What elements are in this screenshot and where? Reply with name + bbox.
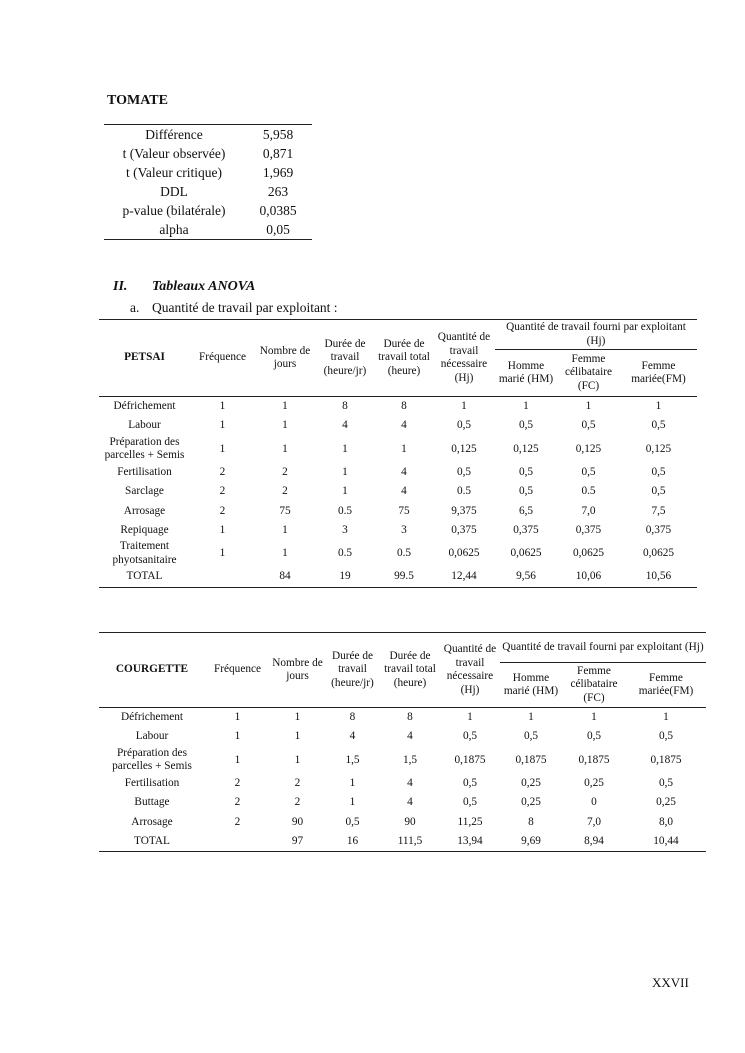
stat-label: Différence [145,127,203,142]
cell-value: 1 [591,710,597,723]
cell-value: 2 [219,485,226,498]
row-label: Arrosage [123,504,166,517]
cell-value: 1 [282,547,288,560]
cell-value: 0,5 [518,419,534,432]
cell-value: 0,125 [575,442,602,455]
table-row [99,774,706,793]
cell-value: 0,5 [518,485,534,498]
row-label: Défrichement [120,710,184,723]
cell-value: 8,94 [584,834,604,847]
cell-value: 8 [401,399,407,412]
cell-value: 1 [282,523,288,536]
cell-value: 0,5 [456,465,472,478]
row-label: Labour [135,730,169,743]
cell-value: 4 [401,419,407,432]
stat-value: 1,969 [262,165,294,180]
cell-value: 8,0 [658,815,674,828]
table-row [99,747,706,774]
header-fm: Femme mariée(FM) [638,671,694,697]
cell-value: 7,5 [651,504,666,517]
table-row [104,220,312,240]
cell-value: 1 [467,710,473,723]
cell-value: 0.5 [337,547,353,560]
cell-value: 8 [349,710,356,723]
cell-value: 8 [528,815,534,828]
cell-value: 3 [401,523,407,536]
cell-value: 4 [407,796,413,809]
header-group: Quantité de travail fourni par exploitant (Hj) [500,633,706,663]
cell-value: 11,25 [457,815,483,828]
cell-value: 1,5 [345,753,360,766]
cell-value: 1 [342,485,348,498]
cell-value: 2 [294,796,301,809]
cell-value: 0,1875 [578,753,610,766]
tomate-stats-table [104,124,312,240]
header-hm: Homme marié (HM) [498,359,554,385]
cell-value: 19 [339,570,351,583]
cell-value: 1 [219,419,226,432]
table-header [99,633,706,708]
cell-value: 4 [349,730,356,743]
cell-value: 1 [219,442,226,455]
cell-value: 0,5 [462,796,478,809]
cell-value: 0,125 [513,442,539,455]
cell-value: 1,5 [402,753,418,766]
cell-value: 0,25 [656,796,676,809]
cell-value: 1 [282,442,288,455]
cell-value: 0,25 [521,776,541,789]
row-label: Fertilisation [124,776,180,789]
cell-value: 3 [342,523,348,536]
cell-value: 10,06 [575,570,602,583]
cell-value: 0,0625 [510,547,542,560]
cell-value: 9,375 [451,504,477,517]
table-row [99,793,706,812]
cell-value: 4 [401,485,407,498]
table-row [104,201,312,220]
header-fc: Femme célibataire (FC) [570,664,618,704]
stat-label: alpha [159,222,189,237]
stat-label: t (Valeur observée) [122,146,226,161]
header-hm: Homme marié (HM) [503,671,559,697]
cell-value: 0.5 [581,485,596,498]
table-row [104,163,312,182]
cell-value: 1 [585,399,592,412]
cell-value: 0,5 [456,419,472,432]
header-frequence: Fréquence [213,663,262,676]
cell-value: 0,1875 [454,753,486,766]
cell-value: 0,5 [658,776,674,789]
cell-value: 0,25 [521,796,541,809]
cell-value: 10,44 [653,834,679,847]
cell-value: 0,0625 [642,547,675,560]
table-row [99,397,697,417]
petsai-table [99,319,697,588]
table-row [99,813,706,832]
cell-value: 1 [461,399,467,412]
cell-value: 99.5 [394,570,414,583]
cell-value: 0.5 [456,485,472,498]
table-row [99,832,706,852]
cell-value: 0,5 [581,465,596,478]
cell-value [190,567,255,587]
cell-value: 0,5 [462,776,478,789]
header-row [99,320,697,350]
row-label: Repiquage [120,523,169,536]
table-title: COURGETTE [115,663,189,676]
row-label: TOTAL [134,834,170,847]
cell-value: 8 [407,710,413,723]
cell-value: 1 [282,399,288,412]
row-label: Préparation des parcelles + Semis [104,435,185,462]
cell-value: 1 [234,753,241,766]
cell-value: 2 [234,776,241,789]
cell-value: 1 [342,442,348,455]
cell-value: 1 [234,710,241,723]
cell-value: 2 [294,776,301,789]
header-quantite: Quantité de travail nécessaire (Hj) [437,331,491,384]
row-label: Traitement phyotsanitaire [112,540,177,566]
cell-value: 0,5 [345,815,360,828]
stat-label: DDL [160,184,188,199]
cell-value: 0,1875 [515,753,547,766]
cell-value: 1 [663,710,669,723]
cell-value: 4 [342,419,348,432]
cell-value: 2 [219,465,226,478]
cell-value: 1 [294,730,301,743]
row-label: Défrichement [113,399,176,412]
cell-value: 1 [349,796,356,809]
cell-value: 2 [282,485,288,498]
cell-value: 6,5 [518,504,534,517]
cell-value: 0,5 [523,730,539,743]
cell-value: 0,1875 [650,753,682,766]
cell-value: 0,5 [518,465,534,478]
header-fc: Femme célibataire (FC) [564,352,613,392]
cell-value: 0.5 [337,504,353,517]
header-duree: Durée de travail (heure/jr) [331,649,374,689]
cell-value: 1 [234,730,241,743]
cell-value: 1 [219,547,226,560]
table-row [99,708,706,728]
cell-value: 0,5 [462,730,478,743]
table-row [104,125,312,145]
cell-value: 1 [523,399,529,412]
table-row [104,144,312,163]
cell-value: 0,0625 [448,547,480,560]
table-row [104,182,312,201]
table-row [99,567,697,587]
table-row [99,540,697,567]
cell-value: 4 [407,776,413,789]
table-row [99,482,697,501]
cell-value: 1 [294,710,301,723]
row-label: Buttage [134,796,170,809]
header-fm: Femme mariée(FM) [631,359,686,385]
cell-value: 0,5 [586,730,602,743]
cell-value: 9,56 [516,570,536,583]
cell-value: 0,5 [658,730,674,743]
header-duree: Durée de travail (heure/jr) [323,337,367,377]
cell-value: 1 [401,442,407,455]
cell-value: 2 [219,504,226,517]
cell-value: 9,69 [521,834,541,847]
cell-value: 0,125 [645,442,672,455]
stat-value: 5,958 [262,127,294,142]
cell-value: 2 [234,796,241,809]
row-label: Labour [128,419,161,432]
header-group: Quantité de travail fourni par exploitant (Hj) [495,320,697,350]
cell-value: 0,25 [584,776,604,789]
cell-value: 1 [219,523,226,536]
table-row [99,502,697,521]
cell-value: 1 [349,776,356,789]
cell-value [205,832,270,852]
header-row [99,633,706,663]
subsection-letter: a. [130,300,140,315]
cell-value: 0,5 [651,419,666,432]
table-title: PETSAI [124,351,165,364]
cell-value: 13,94 [457,834,483,847]
cell-value: 7,0 [586,815,602,828]
stat-value: 0,0385 [259,203,297,218]
table-row [99,727,706,746]
cell-value: 90 [291,815,304,828]
table-header [99,320,697,397]
cell-value: 84 [279,570,291,583]
courgette-table [99,632,706,852]
stat-label: p-value (bilatérale) [122,203,226,218]
subsection-title: Quantité de travail par exploitant : [152,300,338,315]
cell-value: 0,125 [451,442,477,455]
cell-value: 10,56 [645,570,672,583]
table-row [99,521,697,540]
stat-value: 0,05 [266,222,290,237]
cell-value: 0,5 [651,485,666,498]
cell-value: 97 [291,834,304,847]
cell-value: 2 [234,815,241,828]
header-nombre: Nombre de jours [259,344,311,370]
table-row [99,436,697,463]
row-label: Préparation des parcelles + Semis [112,746,192,773]
cell-value: 16 [346,834,359,847]
cell-value: 12,44 [451,570,477,583]
cell-value: 1 [282,419,288,432]
cell-value: 1 [294,753,301,766]
cell-value: 0,375 [575,523,602,536]
cell-value: 75 [398,504,410,517]
cell-value: 0,5 [651,465,666,478]
row-label: Sarclage [125,485,164,498]
section-number: II. [113,279,128,294]
cell-value: 0,375 [451,523,477,536]
cell-value: 75 [279,504,291,517]
cell-value: 1 [528,710,534,723]
cell-value: 1 [655,399,662,412]
cell-value: 0,375 [645,523,672,536]
page-number: XXVII [652,975,689,990]
cell-value: 7,0 [581,504,596,517]
cell-value: 4 [407,730,413,743]
stat-value: 0,871 [262,146,294,161]
cell-value: 0,0625 [572,547,605,560]
cell-value: 0.5 [396,547,412,560]
cell-value: 90 [404,815,416,828]
header-frequence: Fréquence [198,351,247,364]
header-nombre: Nombre de jours [272,656,323,682]
header-duree-total: Durée de travail total (heure) [378,337,430,377]
row-label: TOTAL [126,570,163,583]
cell-value: 4 [401,465,407,478]
section-title: Tableaux ANOVA [152,279,256,294]
table-row [99,416,697,435]
cell-value: 0 [591,796,597,809]
row-label: Fertilisation [117,465,172,478]
cell-value: 8 [342,399,348,412]
cell-value: 1 [219,399,226,412]
tomate-title: TOMATE [107,93,168,108]
row-label: Arrosage [131,815,173,828]
header-quantite: Quantité de travail nécessaire (Hj) [443,643,497,696]
stat-value: 263 [267,184,289,199]
header-duree-total: Durée de travail total (heure) [384,649,436,689]
cell-value: 1 [342,465,348,478]
table-row [99,463,697,482]
cell-value: 0,375 [513,523,539,536]
cell-value: 0,5 [581,419,596,432]
cell-value: 111,5 [397,834,423,847]
cell-value: 2 [282,465,288,478]
stat-label: t (Valeur critique) [126,165,222,180]
